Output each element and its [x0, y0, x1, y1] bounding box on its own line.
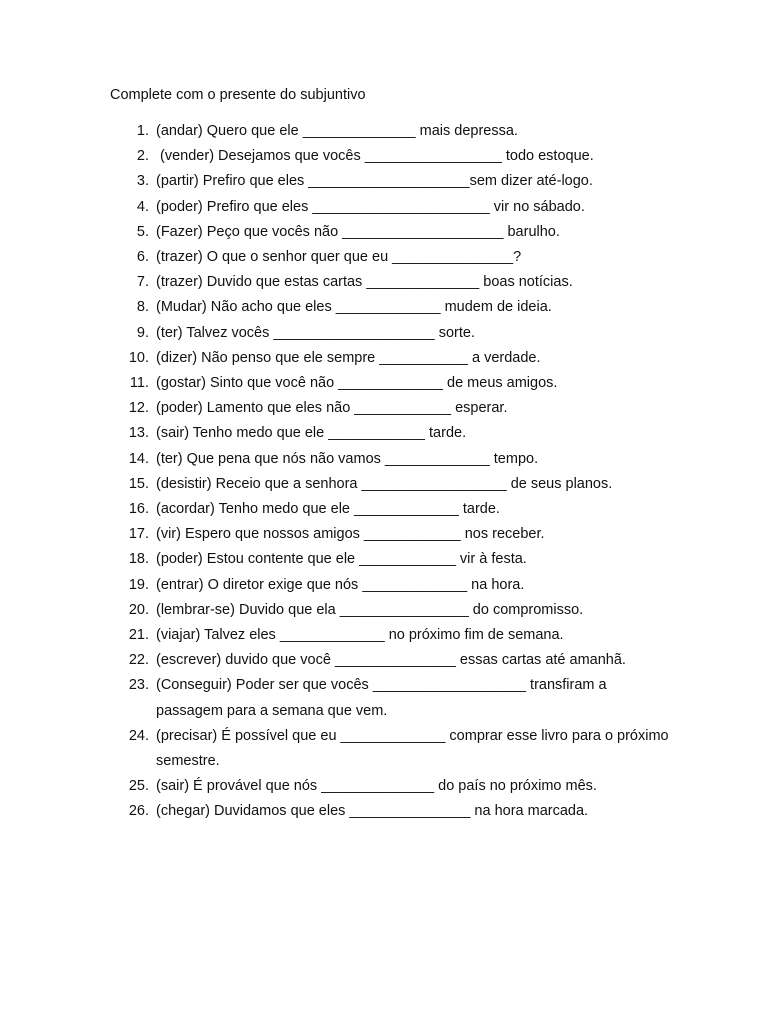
exercise-sentence: (chegar) Duvidamos que eles _______________ na hora marcada.: [156, 803, 589, 820]
exercise-sentence: (dizer) Não penso que ele sempre ___________ a verdade.: [156, 349, 541, 366]
exercise-item: [110, 522, 710, 547]
exercise-item: [110, 270, 710, 295]
exercise-number: 15.: [128, 475, 149, 492]
exercise-sentence: (trazer) Duvido que estas cartas ______________ boas notícias.: [156, 274, 573, 291]
exercise-sentence: (sair) Tenho medo que ele ____________ tarde.: [156, 425, 467, 442]
exercise-item: [110, 472, 710, 497]
exercise-number: 5.: [136, 223, 149, 240]
exercise-item: [110, 119, 710, 144]
exercise-number: 10.: [128, 349, 149, 366]
exercise-item: [110, 724, 710, 774]
exercise-item: [110, 371, 710, 396]
exercise-number: 19.: [128, 576, 149, 593]
exercise-item: [110, 396, 710, 421]
exercise-sentence: (gostar) Sinto que você não _____________ de meus amigos.: [156, 375, 558, 392]
exercise-sentence: (vir) Espero que nossos amigos ____________ nos receber.: [156, 526, 545, 543]
exercise-item: [110, 447, 710, 472]
exercise-sentence: (poder) Estou contente que ele ____________ vir à festa.: [156, 551, 527, 568]
exercise-number: 17.: [128, 526, 149, 543]
exercise-number: 11.: [129, 375, 149, 392]
exercise-number: 9.: [136, 324, 149, 341]
exercise-number: 12.: [128, 400, 149, 417]
exercise-sentence: (ter) Talvez vocês ____________________ sorte.: [156, 324, 475, 341]
exercise-sentence: (sair) É provável que nós ______________ do país no próximo mês.: [156, 778, 597, 795]
exercise-sentence: (ter) Que pena que nós não vamos _____________ tempo.: [156, 450, 539, 467]
exercise-item: [110, 774, 710, 799]
exercise-sentence: (Mudar) Não acho que eles _____________ mudem de ideia.: [156, 299, 552, 316]
exercise-item: [110, 346, 710, 371]
exercise-number: 1.: [136, 123, 149, 139]
exercise-item: [110, 295, 710, 320]
exercise-item: [110, 245, 710, 270]
exercise-item: [110, 321, 710, 346]
exercise-item: [110, 195, 710, 220]
exercise-sentence: (precisar) É possível que eu _____________ comprar esse livro para o próximo semestre.: [156, 727, 673, 770]
exercise-sentence: (escrever) duvido que você _______________ essas cartas até amanhã.: [156, 652, 626, 669]
exercise-item: [110, 497, 710, 522]
exercise-item: [110, 598, 710, 623]
exercise-sentence: (desistir) Receio que a senhora __________________ de seus planos.: [156, 475, 613, 492]
exercise-sentence: (vender) Desejamos que vocês _________________ todo estoque.: [156, 148, 594, 165]
exercise-sentence: (Conseguir) Poder ser que vocês ___________________ transfiram a passagem para a semana que vem.: [156, 677, 611, 719]
exercise-item: [110, 169, 710, 194]
exercise-number: 7.: [136, 274, 149, 291]
exercise-item: [110, 673, 710, 723]
exercise-sentence: (acordar) Tenho medo que ele _____________ tarde.: [156, 501, 500, 518]
exercise-number: 23.: [128, 677, 149, 694]
exercise-number: 6.: [136, 249, 149, 266]
exercise-item: [110, 573, 710, 598]
exercise-number: 18.: [128, 551, 149, 568]
exercise-number: 2.: [136, 148, 149, 165]
exercise-number: 8.: [136, 299, 149, 316]
exercise-number: 25.: [128, 778, 149, 795]
exercise-number: 24.: [128, 727, 149, 744]
exercise-number: 14.: [128, 450, 149, 467]
exercise-number: 20.: [128, 601, 149, 618]
exercise-sentence: (trazer) O que o senhor quer que eu _______________?: [156, 249, 522, 266]
exercise-list: [110, 119, 710, 825]
exercise-sentence: (viajar) Talvez eles _____________ no próximo fim de semana.: [156, 627, 564, 644]
exercise-number: 16.: [128, 501, 149, 518]
exercise-number: 3.: [136, 173, 149, 190]
exercise-sentence: (Fazer) Peço que vocês não ____________________ barulho.: [156, 223, 560, 240]
exercise-item: [110, 799, 710, 824]
exercise-item: [110, 623, 710, 648]
exercise-number: 22.: [128, 652, 149, 669]
exercise-item: [110, 144, 710, 169]
exercise-sentence: (poder) Prefiro que eles ______________________ vir no sábado.: [156, 198, 585, 215]
exercise-item: [110, 648, 710, 673]
exercise-number: 4.: [136, 198, 149, 215]
page-title: Complete com o presente do subjuntivo: [110, 87, 366, 103]
exercise-sentence: (lembrar-se) Duvido que ela ________________ do compromisso.: [156, 601, 584, 618]
exercise-item: [110, 421, 710, 446]
exercise-number: 26.: [128, 803, 149, 820]
exercise-sentence: (andar) Quero que ele ______________ mais depressa.: [156, 123, 518, 139]
exercise-sentence: (partir) Prefiro que eles ____________________sem dizer até-logo.: [156, 173, 593, 190]
exercise-number: 21.: [128, 627, 149, 644]
exercise-number: 13.: [128, 425, 149, 442]
exercise-sentence: (entrar) O diretor exige que nós _____________ na hora.: [156, 576, 525, 593]
exercise-item: [110, 220, 710, 245]
exercise-sentence: (poder) Lamento que eles não ____________ esperar.: [156, 400, 508, 417]
exercise-item: [110, 547, 710, 572]
